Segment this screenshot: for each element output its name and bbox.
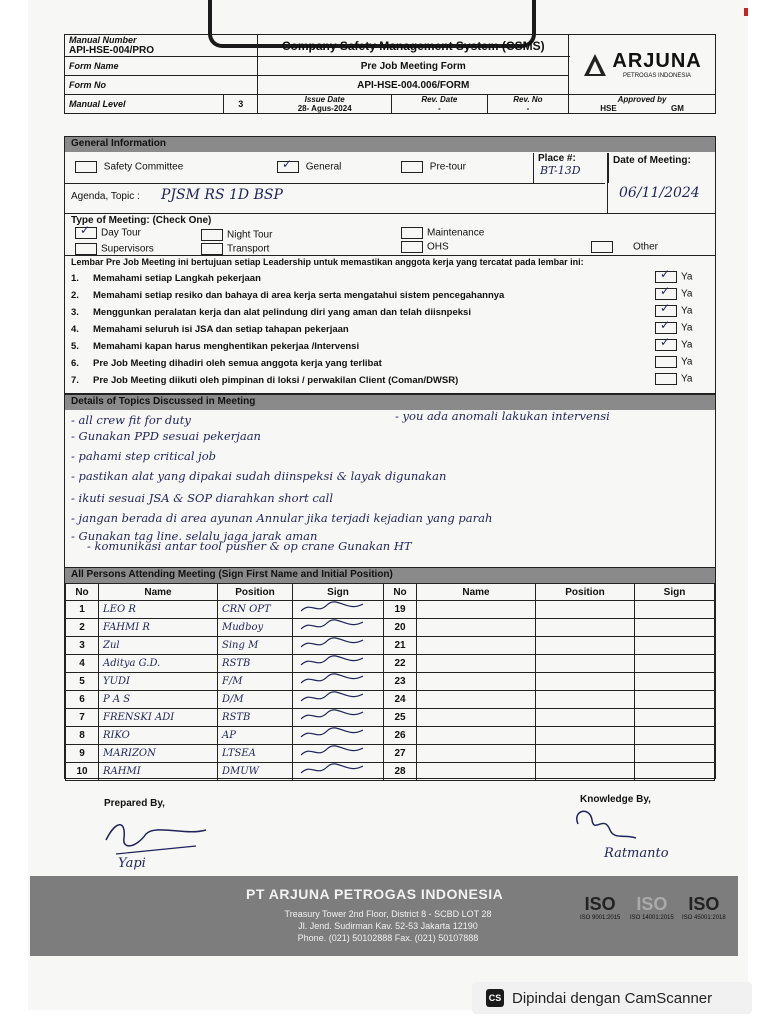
attendee-no: 23 — [384, 673, 417, 691]
rev-date-cell — [392, 95, 488, 114]
attendee-name[interactable] — [417, 601, 536, 619]
attendee-position[interactable] — [536, 709, 635, 727]
ya-label: Ya — [681, 339, 693, 351]
attendee-no: 1 — [66, 601, 99, 619]
knowledge-name: Ratmanto — [604, 846, 669, 861]
attendee-no: 8 — [66, 727, 99, 745]
attendee-no: 28 — [384, 763, 417, 781]
rev-date-value: - — [438, 104, 441, 113]
camscanner-logo-icon: CS — [486, 989, 504, 1007]
checklist-item-text: Pre Job Meeting diikuti oleh pimpinan di loksi / perwakilan Client (Coman/DWSR) — [93, 375, 459, 386]
attendee-name[interactable]: RIKO — [99, 727, 218, 745]
attendee-position[interactable] — [536, 727, 635, 745]
iso-45001-label: ISO 45001:2018 — [682, 915, 726, 921]
attendee-sign[interactable] — [293, 637, 384, 655]
agenda-label: Agenda, Topic : — [71, 191, 140, 202]
rev-no-value: - — [526, 104, 530, 113]
attendee-no: 24 — [384, 691, 417, 709]
footer-address-1: Treasury Tower 2nd Floor, District 8 - SCBD LOT 28 — [284, 909, 492, 919]
company-logo — [569, 35, 716, 95]
attendee-name[interactable]: FAHMI R — [99, 619, 218, 637]
iso-9001-label: ISO 9001:2015 — [580, 915, 621, 921]
attendee-no: 22 — [384, 655, 417, 673]
checklist-item — [71, 307, 471, 318]
checklist-ya-option[interactable] — [655, 271, 693, 283]
rev-no-label: Rev. No — [513, 95, 543, 104]
attendee-name[interactable]: YUDI — [99, 673, 218, 691]
ya-label: Ya — [681, 288, 693, 300]
approved-gm: GM — [670, 104, 684, 113]
ya-label: Ya — [681, 271, 693, 283]
general-checkbox[interactable] — [277, 161, 299, 173]
attendee-name[interactable]: RAHMI — [99, 763, 218, 781]
signature-scribble-icon — [297, 745, 367, 759]
checklist-item-number: 2. — [71, 290, 79, 301]
attendance-row — [66, 745, 715, 763]
attendee-no: 25 — [384, 709, 417, 727]
checklist-item — [71, 324, 349, 335]
attendee-sign[interactable] — [635, 673, 715, 691]
attendee-no: 3 — [66, 637, 99, 655]
attendee-position[interactable] — [536, 763, 635, 781]
form-no-label: Form No — [65, 76, 258, 95]
attendee-sign[interactable] — [293, 655, 384, 673]
attendee-name[interactable] — [417, 745, 536, 763]
topics-title: Details of Topics Discussed in Meeting — [65, 395, 715, 410]
attendee-sign[interactable] — [293, 691, 384, 709]
attendee-sign[interactable] — [293, 763, 384, 781]
attendee-position[interactable] — [536, 601, 635, 619]
ya-checkbox[interactable] — [655, 305, 677, 317]
ya-checkbox[interactable] — [655, 373, 677, 385]
signature-scribble-icon — [297, 637, 367, 651]
checklist-item-text: Memahami seluruh isi JSA dan setiap tahapan pekerjaan — [93, 324, 349, 335]
attendee-position[interactable] — [536, 619, 635, 637]
general-option[interactable] — [277, 161, 341, 173]
checklist-ya-option[interactable] — [655, 339, 693, 351]
maintenance-label: Maintenance — [427, 227, 485, 239]
checklist-item-number: 7. — [71, 375, 79, 386]
topics-section — [64, 394, 716, 568]
manual-number-label: Manual Number — [69, 35, 137, 45]
arjuna-logo-icon — [582, 52, 608, 78]
checklist-item-number: 6. — [71, 358, 79, 369]
col-no-right: No — [384, 584, 417, 601]
place-value: BT-13D — [540, 164, 581, 177]
attendee-name[interactable]: Zul — [99, 637, 218, 655]
checklist-item — [71, 375, 458, 386]
checklist-item-text: Pre Job Meeting dihadiri oleh semua anggota kerja yang terlibat — [93, 358, 382, 369]
checklist-ya-option[interactable] — [655, 305, 693, 317]
attendee-name[interactable]: MARIZON — [99, 745, 218, 763]
pretour-option[interactable] — [401, 161, 466, 173]
checklist-ya-option[interactable] — [655, 322, 693, 334]
checklist-item — [71, 273, 261, 284]
attendee-no: 6 — [66, 691, 99, 709]
signature-scribble-icon — [297, 763, 367, 777]
iso-14001-label: ISO 14001:2015 — [630, 915, 674, 921]
attendee-name[interactable] — [417, 655, 536, 673]
ya-label: Ya — [681, 322, 693, 334]
attendee-position[interactable]: F/M — [218, 673, 293, 691]
checklist-item-text: Memahami kapan harus menghentikan pekerjaa /Intervensi — [93, 341, 360, 352]
place-cell — [533, 153, 609, 183]
attendee-sign[interactable] — [635, 691, 715, 709]
topic-line: - Gunakan PPD sesuai pekerjaan — [71, 429, 261, 443]
camscanner-text: Dipindai dengan CamScanner — [512, 989, 713, 1007]
col-no-left: No — [66, 584, 99, 601]
other-label: Other — [633, 241, 659, 253]
attendee-name[interactable] — [417, 709, 536, 727]
attendee-name[interactable] — [417, 619, 536, 637]
topic-line: - jangan berada di area ayunan Annular jika terjadi kejadian yang parah — [71, 511, 493, 525]
checklist-item-number: 1. — [71, 273, 79, 284]
attendance-row — [66, 673, 715, 691]
attendee-no: 5 — [66, 673, 99, 691]
attendee-position[interactable]: AP — [218, 727, 293, 745]
attendee-sign[interactable] — [293, 673, 384, 691]
attendee-position[interactable]: CRN OPT — [218, 601, 293, 619]
attendee-sign[interactable] — [635, 637, 715, 655]
ohs-checkbox[interactable] — [401, 241, 423, 253]
attendee-no: 9 — [66, 745, 99, 763]
checklist-item-text: Menggunkan peralatan kerja dan alat pelindung diri yang aman dan telah diisnpeksi — [93, 307, 471, 318]
type-other[interactable] — [591, 241, 658, 253]
attendee-position[interactable]: LTSEA — [218, 745, 293, 763]
transport-label: Transport — [227, 243, 270, 255]
attendee-name[interactable]: P A S — [99, 691, 218, 709]
attendance-row — [66, 637, 715, 655]
place-label: Place #: — [538, 153, 576, 164]
attendee-no: 21 — [384, 637, 417, 655]
form-name-value: Pre Job Meeting Form — [258, 57, 569, 76]
attendee-position[interactable] — [536, 655, 635, 673]
signature-scribble-icon — [297, 691, 367, 705]
attendee-sign[interactable] — [635, 745, 715, 763]
footer-phone: Phone. (021) 50102888 Fax. (021) 50107888 — [297, 933, 479, 943]
transport-checkbox[interactable] — [201, 243, 223, 255]
iso-icon: ISO — [636, 894, 668, 914]
iso-icon: ISO — [688, 894, 720, 914]
footer-company: PT ARJUNA PETROGAS INDONESIA — [246, 886, 504, 902]
attendance-row — [66, 619, 715, 637]
manual-number-value: API-HSE-004/PRO — [69, 45, 155, 56]
topic-line: - pastikan alat yang dipakai sudah diinspeksi & layak digunakan — [71, 469, 447, 483]
attendee-sign[interactable] — [635, 727, 715, 745]
attendance-table — [65, 583, 715, 781]
col-sign-right: Sign — [635, 584, 715, 601]
knowledge-by-label: Knowledge By, — [580, 794, 651, 805]
attendee-no: 2 — [66, 619, 99, 637]
checklist-ya-option[interactable] — [655, 288, 693, 300]
attendee-name[interactable] — [417, 691, 536, 709]
date-value: 06/11/2024 — [619, 185, 700, 201]
topic-line: - you ada anomali lakukan intervensi — [395, 409, 610, 423]
attendee-no: 10 — [66, 763, 99, 781]
issue-date-label: Issue Date — [304, 95, 345, 104]
day-tour-checkbox[interactable] — [75, 227, 97, 239]
attendee-sign[interactable] — [293, 709, 384, 727]
attendee-name[interactable] — [417, 673, 536, 691]
attendee-sign[interactable] — [293, 619, 384, 637]
attendee-no: 7 — [66, 709, 99, 727]
ya-checkbox[interactable] — [655, 322, 677, 334]
signature-scribble-icon — [297, 655, 367, 669]
col-name-left: Name — [99, 584, 218, 601]
attendee-sign[interactable] — [635, 709, 715, 727]
supervisors-label: Supervisors — [101, 243, 154, 255]
attendance-row — [66, 763, 715, 781]
attendee-no: 19 — [384, 601, 417, 619]
form-no-value: API-HSE-004.006/FORM — [258, 76, 569, 95]
attendee-position[interactable] — [536, 691, 635, 709]
attendee-name[interactable]: Aditya G.D. — [99, 655, 218, 673]
col-position-left: Position — [218, 584, 293, 601]
safety-committee-label: Safety Committee — [103, 161, 184, 173]
night-tour-label: Night Tour — [227, 229, 273, 241]
attendance-row — [66, 709, 715, 727]
topic-line: - ikuti sesuai JSA & SOP diarahkan short call — [71, 491, 333, 505]
attendance-row — [66, 727, 715, 745]
type-supervisors[interactable] — [75, 243, 154, 255]
safety-committee-option[interactable] — [75, 161, 183, 173]
attendee-position[interactable]: RSTB — [218, 655, 293, 673]
attendee-no: 26 — [384, 727, 417, 745]
checklist-item-number: 5. — [71, 341, 79, 352]
topic-line: - pahami step critical job — [71, 449, 217, 463]
col-sign-left: Sign — [293, 584, 384, 601]
red-edge-mark — [744, 8, 748, 16]
ya-checkbox[interactable] — [655, 356, 677, 368]
manual-number-cell — [65, 35, 258, 57]
approved-cell — [569, 95, 716, 114]
checklist-item — [71, 290, 504, 301]
type-night-tour[interactable] — [201, 229, 272, 241]
manual-level-label: Manual Level — [65, 95, 224, 114]
rev-no-cell — [487, 95, 568, 114]
attendee-sign[interactable] — [635, 763, 715, 781]
col-name-right: Name — [417, 584, 536, 601]
night-tour-checkbox[interactable] — [201, 229, 223, 241]
checklist-item-number: 3. — [71, 307, 79, 318]
type-day-tour[interactable] — [75, 227, 141, 239]
prepared-name: Yapi — [118, 856, 146, 871]
attendee-position[interactable]: RSTB — [218, 709, 293, 727]
supervisors-checkbox[interactable] — [75, 243, 97, 255]
attendance-row — [66, 601, 715, 619]
ohs-label: OHS — [427, 241, 449, 253]
topic-line: - komunikasi antar tool pusher & op crane Gunakan HT — [87, 539, 412, 553]
ya-label: Ya — [681, 305, 693, 317]
attendance-section — [64, 567, 716, 779]
ya-checkbox[interactable] — [655, 288, 677, 300]
attendee-position[interactable]: Mudboy — [218, 619, 293, 637]
attendee-sign[interactable] — [635, 601, 715, 619]
attendee-sign[interactable] — [635, 655, 715, 673]
attendee-name[interactable]: FRENSKI ADI — [99, 709, 218, 727]
manual-level-value: 3 — [224, 95, 258, 114]
attendee-no: 4 — [66, 655, 99, 673]
maintenance-checkbox[interactable] — [401, 227, 423, 239]
attendee-name[interactable] — [417, 637, 536, 655]
pretour-checkbox[interactable] — [401, 161, 423, 173]
prepared-signature-icon — [96, 810, 216, 860]
attendee-sign[interactable] — [293, 601, 384, 619]
ya-checkbox[interactable] — [655, 271, 677, 283]
attendee-name[interactable]: LEO R — [99, 601, 218, 619]
pretour-label: Pre-tour — [429, 161, 466, 173]
signature-scribble-icon — [297, 727, 367, 741]
footer-address-2: Jl. Jend. Sudirman Kav. 52-53 Jakarta 12190 — [298, 921, 478, 931]
form-header — [64, 34, 716, 114]
approved-label: Approved by — [617, 95, 667, 104]
type-maintenance[interactable] — [401, 227, 484, 239]
signature-scribble-icon — [297, 619, 367, 633]
checklist-item-text: Memahami setiap resiko dan bahaya di area kerja serta mengatahui sistem pencegahannya — [93, 290, 505, 301]
attendee-position[interactable]: D/M — [218, 691, 293, 709]
signature-scribble-icon — [297, 709, 367, 723]
iso-45001-badge — [682, 894, 726, 921]
date-label: Date of Meeting: — [613, 155, 691, 166]
signature-scribble-icon — [297, 673, 367, 687]
statement-text: Lembar Pre Job Meeting ini bertujuan setiap Leadership untuk memastikan anggota kerja yang tercatat pada lembar ini: — [71, 257, 584, 267]
form-name-label: Form Name — [65, 57, 258, 76]
attendee-position[interactable] — [536, 637, 635, 655]
safety-committee-checkbox[interactable] — [75, 161, 97, 173]
iso-14001-badge — [630, 894, 674, 921]
type-transport[interactable] — [201, 243, 269, 255]
attendee-position[interactable] — [536, 673, 635, 691]
attendee-no: 20 — [384, 619, 417, 637]
day-tour-label: Day Tour — [101, 227, 141, 239]
checklist-item-number: 4. — [71, 324, 79, 335]
general-label: General — [305, 161, 342, 173]
ya-label: Ya — [681, 356, 693, 368]
checklist-ya-option[interactable] — [655, 373, 693, 385]
camscanner-watermark — [472, 982, 752, 1014]
attendee-no: 27 — [384, 745, 417, 763]
approved-hse: HSE — [600, 104, 617, 113]
general-information-title: General Information — [65, 137, 715, 152]
logo-subtext: PETROGAS INDONESIA — [623, 73, 692, 79]
issue-date-cell — [258, 95, 392, 114]
other-checkbox[interactable] — [591, 241, 613, 253]
attendance-title: All Persons Attending Meeting (Sign First Name and Initial Position) — [65, 568, 715, 583]
checklist-ya-option[interactable] — [655, 356, 693, 368]
attendee-name[interactable] — [417, 727, 536, 745]
iso-9001-badge — [580, 894, 620, 921]
attendee-position[interactable]: Sing M — [218, 637, 293, 655]
attendee-sign[interactable] — [293, 727, 384, 745]
ya-checkbox[interactable] — [655, 339, 677, 351]
attendee-position[interactable]: DMUW — [218, 763, 293, 781]
topic-line: - all crew fit for duty — [71, 413, 191, 427]
company-footer — [30, 876, 738, 956]
issue-date-value: 28- Agus-2024 — [297, 104, 352, 113]
attendee-position[interactable] — [536, 745, 635, 763]
rev-date-label: Rev. Date — [421, 95, 458, 104]
attendee-sign[interactable] — [293, 745, 384, 763]
system-title: Company Safety Management System (CSMS) — [258, 35, 569, 57]
logo-text: ARJUNA — [612, 50, 702, 72]
signature-scribble-icon — [297, 601, 367, 615]
type-ohs[interactable] — [401, 241, 449, 253]
general-information-section — [64, 136, 716, 394]
checklist-item — [71, 358, 382, 369]
checklist-item-text: Memahami setiap Langkah pekerjaan — [93, 273, 261, 284]
prepared-by-label: Prepared By, — [104, 798, 165, 809]
attendance-row — [66, 655, 715, 673]
iso-icon: ISO — [584, 894, 616, 914]
agenda-value: PJSM RS 1D BSP — [161, 187, 283, 203]
attendee-name[interactable] — [417, 763, 536, 781]
col-position-right: Position — [536, 584, 635, 601]
attendee-sign[interactable] — [635, 619, 715, 637]
ya-label: Ya — [681, 373, 693, 385]
checklist-item — [71, 341, 359, 352]
topic-line: - Gunakan tag line. selalu jaga jarak aman — [71, 529, 318, 543]
type-of-meeting-label: Type of Meeting: (Check One) — [71, 215, 212, 226]
attendance-row — [66, 691, 715, 709]
